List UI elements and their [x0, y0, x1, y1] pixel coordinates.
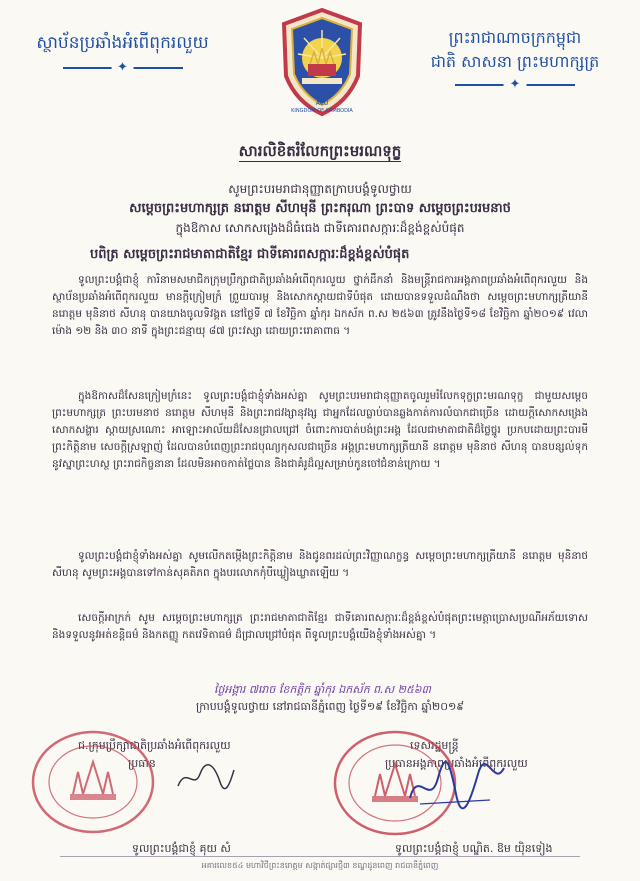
left-org-name: ស្ថាប័នប្រឆាំងអំពើពុករលួយ: [36, 33, 209, 53]
right-signature-icon: [400, 758, 510, 818]
body-paragraph-1: ទូលព្រះបង្គំជាខ្ញុំ ការិនាមសមាជិកក្រុមប្រឹក្សាជាតិប្រឆាំងអំពើពុករលួយ ថ្នាក់ដឹកនាំ និងមន្ត្រីរាជការអង្គភាពប្រឆាំងអំពើពុករលួយ និងស្ថាប័នប្រឆាំងអំពើពុករលួយ មានក្តីក្រៀមក្រំ ព្រួយបារម្ភ និងសោកស្តាយជាទីបំផុត ដោយបានទទួលដំណឹងថា សម្តេចព្រះមហាក្សត្រីយានី នរោត្តម មុនិនាថ សីហនុ បានយាងចូលទិវង្គត នៅថ្ងៃទី ៧ ខែវិច្ឆិកា ឆ្នាំកុរ ឯកស័ក ព.ស ២៥៦៣ ត្រូវនឹងថ្ងៃទី១៨ ខែវិច្ឆិកា ឆ្នាំ២០១៩ វេលាម៉ោង ១២ និង ៣០ នាទី ក្នុងព្រះជន្មាយុ ៨៧ ព្រះវស្សា ដោយព្រះរោគាពាធ ។: [52, 274, 588, 337]
intro-line-2: សម្តេចព្រះមហាក្សត្រ នរោត្តម សីហមុនី ព្រះករុណា ព្រះបាទ សម្តេចព្រះបរមនាថ: [129, 201, 511, 216]
left-ornament: ✦: [63, 61, 183, 75]
left-signature-icon: [170, 756, 240, 796]
right-ornament: ✦: [455, 78, 575, 92]
footer-address: អគារលេខ៥៤ មហាវិថីព្រះនរោត្តម សង្កាត់ផ្សារថ្មី៣ ខណ្ឌដូនពេញ រាជធានីភ្នំពេញ: [201, 861, 439, 870]
left-signatory-role: ប្រធាន: [128, 757, 156, 770]
body-paragraph-4: សេចក្តីអាក្រក់ សូម សម្តេចព្រះមហាក្សត្រ ព្រះរាជមាតាជាតិខ្មែរ ជាទីគោរពសក្ការៈដ៏ខ្ពង់ខ្ពស់បំផុតព្រះមេត្តាប្រោសប្រណីអភ័យទោស និងទទួលនូវអត់ខន្តិធម៌ និងកតញ្ញូ កតវេទិតាធម៌ ដ៏ជ្រាលជ្រៅបំផុត ពីទូលព្រះបង្គំយើងខ្ញុំទាំងអស់គ្នា ។: [52, 612, 588, 641]
kingdom-name: ព្រះរាជាណាចក្រកម្ពុជា: [448, 28, 582, 47]
intro-line-1: សូមព្រះបរមរាជានុញ្ញាតក្រាបបង្គំទូលថ្វាយ: [228, 182, 412, 196]
body-paragraph-2: ក្នុងឱកាសដ៏សែនក្រៀមក្រំនេះ ទូលព្រះបង្គំជាខ្ញុំទាំងអស់គ្នា សូមព្រះបរមរាជានុញ្ញាតចូលរួមរំលែកទុក្ខព្រះមរណទុក្ខ ជាមួយសម្តេចព្រះមហាក្សត្រ ព្រះបរមនាថ នរោត្តម សីហមុនី និងព្រះរាជវង្សានុវង្ស ជាអ្នកដែលធ្លាប់បានឆ្លងកាត់ការលំបាកជាច្រើន ដោយក្តីសោកសង្រេង សោកសង្ហារ ស្តាយស្រណោះ អាឡោះអាល័យដ៏សែនជ្រាលជ្រៅ ចំពោះការបាត់បង់ព្រះអង្គ ដែលជាមាតាជាតិដ៏ថ្លៃថ្នូរ ប្រកបដោយព្រះបារមី ព្រះកិត្តិនាម សេចក្តីស្រឡាញ់ ដែលបានបំពេញព្រះរាជបុណ្យកុសលជាច្រើន អង្គព្រះមហាក្សត្រីយានី នរោត្តម មុនិនាថ សីហនុ បានបន្សល់ទុកនូវស្នាព្រះហស្ថ ព្រះរាជកិច្ចនានា ដែលមិនអាចកាត់ថ្លៃបាន និងជាគំរូដ៏ល្អសម្រាប់កូនចៅជំនាន់ក្រោយ ។: [52, 390, 588, 470]
logo-caption-acu: ACU: [315, 100, 329, 107]
right-signatory-name: ទូលព្រះបង្គំជាខ្ញុំ បណ្ឌិត. ឱម យ៉ិនទៀង: [395, 842, 553, 855]
lunar-date: ថ្ងៃអង្គារ ៧រោច ខែកត្តិក ឆ្នាំកុរ ឯកស័ក ព.ស ២៥៦៣: [214, 683, 431, 696]
solar-date: ក្រាបបង្គំទូលថ្វាយ នៅរាជធានីភ្នំពេញ ថ្ងៃទី១៩ ខែវិច្ឆិកា ឆ្នាំ២០១៩: [196, 700, 465, 713]
footer-rule: [60, 856, 580, 857]
left-signatory-name: ទូលព្រះបង្គំជាខ្ញុំ គុយ សំ: [132, 842, 231, 855]
header-right: [410, 26, 620, 92]
header-left: [20, 32, 225, 75]
left-signatory-org: ជ.ក្រុមប្រឹក្សាជាតិប្រឆាំងអំពើពុករលួយ: [78, 739, 231, 752]
body-paragraph-3: ទូលព្រះបង្គំជាខ្ញុំទាំងអស់គ្នា សូមលើកតម្កើងព្រះកិត្តិនាម និងជូនពរដល់ព្រះវិញ្ញាណក្ខន្ធ សម្តេចព្រះមហាក្សត្រីយានី នរោត្តម មុនិនាថ សីហនុ សូមព្រះអង្គបានទៅកាន់សុគតិភព ក្នុងបរលោកកុំបីឃ្លៀងឃ្លាតឡើយ ។: [52, 550, 588, 579]
intro-line-3: ក្នុងឱកាស សោកសង្រេងដ៏ធំធេង ជាទីគោរពសក្ការៈដ៏ខ្ពង់ខ្ពស់បំផុត: [175, 221, 465, 235]
right-signatory-role: ប្រធានអង្គភាពប្រឆាំងអំពើពុករលួយ: [385, 757, 528, 770]
right-signatory-title: ទេសរដ្ឋមន្ត្រី: [410, 739, 459, 752]
letter-title: សារលិខិតរំលែកព្រះមរណទុក្ខ: [238, 142, 402, 160]
national-motto: ជាតិ សាសនា ព្រះមហាក្សត្រ: [430, 52, 600, 71]
salutation: បពិត្រ សម្តេចព្រះរាជមាតាជាតិខ្មែរ ជាទីគោរពសក្ការៈដ៏ខ្ពង់ខ្ពស់បំផុត: [90, 247, 410, 262]
logo-caption-kingdom: KINGDOM OF CAMBODIA: [291, 108, 353, 114]
left-official-seal-icon: [28, 728, 158, 836]
